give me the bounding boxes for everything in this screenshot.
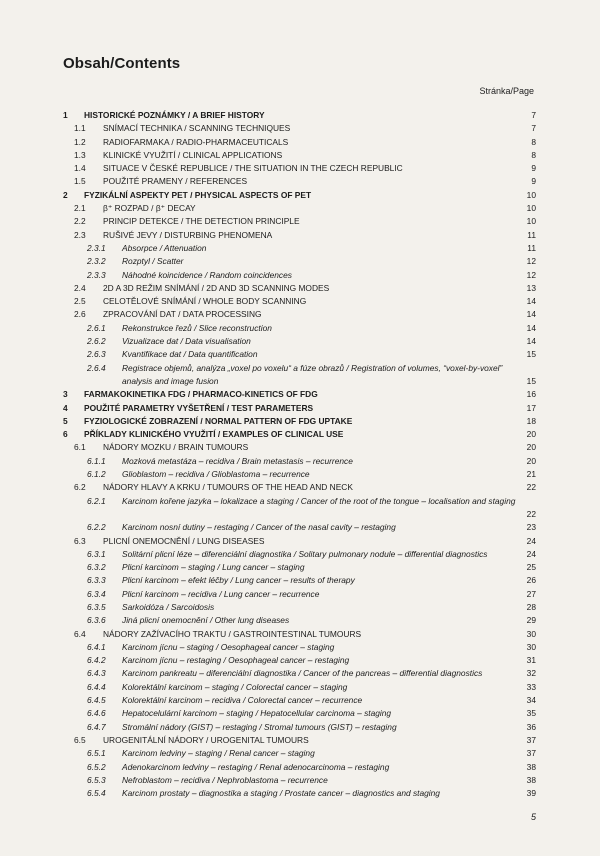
toc-entry — [0, 548, 600, 561]
toc-entry-page: 13 — [526, 282, 536, 293]
toc-entry-title: 2D A 3D REŽIM SNÍMÁNÍ / 2D AND 3D SCANNING MODES — [103, 282, 330, 293]
toc-entry-title: CELOTĚLOVÉ SNÍMÁNÍ / WHOLE BODY SCANNING — [103, 296, 307, 307]
toc-entry-title: β⁺ ROZPAD / β⁺ DECAY — [103, 203, 196, 214]
toc-entry-number: 6.5.4 — [87, 788, 106, 799]
toc-entry-title: Sarkoidóza / Sarcoidosis — [122, 601, 215, 612]
toc-entry-title: FYZIKÁLNÍ ASPEKTY PET / PHYSICAL ASPECTS OF PET — [84, 189, 312, 200]
page-title: Obsah/Contents — [63, 55, 181, 72]
toc-entry — [0, 242, 600, 255]
toc-entry-number: 6.3 — [74, 535, 86, 546]
toc-entry-title: Karcinom jícnu – staging / Oesophageal cancer – staging — [122, 641, 335, 652]
toc-entry-title: NÁDORY ZAŽÍVACÍHO TRAKTU / GASTROINTESTINAL TUMOURS — [103, 628, 362, 639]
toc-entry-page: 38 — [526, 761, 536, 772]
toc-entry-number: 6.4.2 — [87, 655, 106, 666]
toc-entry — [0, 614, 600, 627]
toc-entry-page: 14 — [526, 309, 536, 320]
toc-entry-title: FYZIOLOGICKÉ ZOBRAZENÍ / NORMAL PATTERN OF FDG UPTAKE — [84, 415, 353, 426]
toc-entry — [0, 747, 600, 760]
toc-entry-title: NÁDORY HLAVY A KRKU / TUMOURS OF THE HEAD AND NECK — [103, 482, 353, 493]
toc-entry — [0, 388, 600, 401]
toc-entry-page: 8 — [531, 136, 536, 147]
toc-entry-number: 2.3.2 — [87, 256, 106, 267]
toc-entry-title: PLICNÍ ONEMOCNĚNÍ / LUNG DISEASES — [103, 535, 265, 546]
toc-entry-page: 34 — [526, 695, 536, 706]
toc-entry — [0, 162, 600, 175]
toc-entry-page: 18 — [526, 415, 536, 426]
toc-entry — [0, 707, 600, 720]
toc-entry-page: 23 — [526, 522, 536, 533]
toc-entry-page: 35 — [526, 708, 536, 719]
toc-entry-number: 6.5.3 — [87, 774, 106, 785]
toc-entry-number: 6.4.3 — [87, 668, 106, 679]
toc-entry-title: Glioblastom – recidiva / Glioblastoma – recurrence — [122, 469, 310, 480]
toc-entry-page: 22 — [526, 508, 536, 519]
toc-entry-title: Jiná plicní onemocnění / Other lung diseases — [122, 615, 290, 626]
toc-entry-page: 7 — [531, 123, 536, 134]
toc-entry — [0, 202, 600, 215]
toc-entry-page: 30 — [526, 641, 536, 652]
toc-entry — [0, 721, 600, 734]
toc-entry — [0, 787, 600, 800]
toc-entry-title: Kolorektální karcinom – recidiva / Colorectal cancer – recurrence — [122, 695, 363, 706]
toc-entry-number: 3 — [63, 389, 68, 400]
toc-entry — [0, 189, 600, 202]
toc-entry-number: 1.5 — [74, 176, 86, 187]
toc-entry-number: 6.4.4 — [87, 681, 106, 692]
toc-entry-page: 20 — [526, 455, 536, 466]
toc-entry-number: 6.4.1 — [87, 641, 106, 652]
toc-entry-page: 9 — [531, 176, 536, 187]
toc-entry-number: 6.3.6 — [87, 615, 106, 626]
toc-entry-title: RADIOFARMAKA / RADIO-PHARMACEUTICALS — [103, 136, 289, 147]
toc-entry-number: 2.6.1 — [87, 322, 106, 333]
toc-entry — [0, 535, 600, 548]
toc-entry-number: 6.2.2 — [87, 522, 106, 533]
toc-entry-page: 38 — [526, 774, 536, 785]
page-column-header: Stránka/Page — [479, 86, 534, 96]
toc-entry — [0, 468, 600, 481]
toc-entry-number: 6.5 — [74, 734, 86, 745]
toc-entry — [0, 654, 600, 667]
toc-entry-number: 6 — [63, 429, 68, 440]
toc-entry-number: 2.6 — [74, 309, 86, 320]
toc-entry-page: 15 — [526, 349, 536, 360]
toc-entry — [0, 628, 600, 641]
toc-entry — [0, 481, 600, 494]
toc-entry-page: 24 — [526, 548, 536, 559]
toc-entry-number: 2.3 — [74, 229, 86, 240]
toc-entry-page: 7 — [531, 110, 536, 120]
toc-entry-title: PRINCIP DETEKCE / THE DETECTION PRINCIPLE — [103, 216, 300, 227]
toc-entry — [0, 428, 600, 441]
toc-entry-number: 1.3 — [74, 149, 86, 160]
toc-entry — [0, 122, 600, 135]
toc-entry-page: 39 — [526, 788, 536, 799]
toc-entry-title: RUŠIVÉ JEVY / DISTURBING PHENOMENA — [103, 229, 273, 240]
toc-entry-number: 6.5.2 — [87, 761, 106, 772]
toc-entry-number: 6.4 — [74, 628, 86, 639]
toc-entry-page: 8 — [531, 149, 536, 160]
toc-entry-number: 6.3.2 — [87, 562, 106, 573]
toc-entry-number: 2.6.3 — [87, 349, 106, 360]
toc-entry-number: 6.1.1 — [87, 455, 106, 466]
toc-entry-number: 2.3.1 — [87, 242, 106, 253]
toc-entry-number: 6.3.5 — [87, 601, 106, 612]
toc-entry-page: 27 — [526, 588, 536, 599]
toc-entry — [0, 641, 600, 654]
toc-entry-number: 6.4.5 — [87, 695, 106, 706]
toc-entry-page: 10 — [526, 216, 536, 227]
toc-entry-title: Karcinom nosní dutiny – restaging / Cancer of the nasal cavity – restaging — [122, 522, 396, 533]
toc-entry-number: 6.2.1 — [87, 495, 106, 506]
toc-entry-number: 6.4.6 — [87, 708, 106, 719]
toc-entry-page: 21 — [526, 469, 536, 480]
toc-entry-title: Náhodné koincidence / Random coincidences — [122, 269, 292, 280]
toc-entry-page: 36 — [526, 721, 536, 732]
toc-entry-title: Plicní karcinom – staging / Lung cancer – staging — [122, 562, 305, 573]
toc-entry-number: 2 — [63, 189, 68, 200]
toc-entry — [0, 495, 600, 522]
toc-entry-title: KLINICKÉ VYUŽITÍ / CLINICAL APPLICATIONS — [103, 149, 283, 160]
toc-entry-number: 6.3.1 — [87, 548, 106, 559]
toc-entry — [0, 282, 600, 295]
toc-entry-page: 11 — [527, 242, 536, 253]
toc-entry — [0, 734, 600, 747]
toc-entry-number: 6.5.1 — [87, 748, 106, 759]
toc-entry-number: 5 — [63, 415, 68, 426]
toc-entry-title: Karcinom jícnu – restaging / Oesophageal cancer – restaging — [122, 655, 350, 666]
toc-entry — [0, 255, 600, 268]
toc-entry-title: Mozková metastáza – recidiva / Brain metastasis – recurrence — [122, 455, 353, 466]
toc-entry-page: 14 — [526, 322, 536, 333]
toc-entry — [0, 681, 600, 694]
toc-entry — [0, 149, 600, 162]
toc-entry — [0, 136, 600, 149]
toc-entry-page: 30 — [526, 628, 536, 639]
toc-entry-title: Karcinom prostaty – diagnostika a staging / Prostate cancer – diagnostics and staging — [122, 788, 440, 799]
toc-entry-number: 6.1.2 — [87, 469, 106, 480]
toc-entry — [0, 561, 600, 574]
toc-entry-title: Plicní karcinom – efekt léčby / Lung cancer – results of therapy — [122, 575, 355, 586]
toc-entry-page: 22 — [526, 482, 536, 493]
toc-entry-title: POUŽITÉ PRAMENY / REFERENCES — [103, 176, 248, 187]
toc-entry-title: Adenokarcinom ledviny – restaging / Renal adenocarcinoma – restaging — [122, 761, 390, 772]
toc-entry — [0, 667, 600, 680]
toc-entry-number: 2.1 — [74, 203, 86, 214]
toc-entry-page: 10 — [526, 203, 536, 214]
toc-entry-page: 20 — [526, 442, 536, 453]
toc-entry — [0, 521, 600, 534]
toc-entry-number: 6.3.4 — [87, 588, 106, 599]
toc-entry-title: Karcinom ledviny – staging / Renal cancer – staging — [122, 748, 315, 759]
toc-entry-number: 6.4.7 — [87, 721, 106, 732]
toc-entry-page: 11 — [527, 229, 536, 240]
toc-entry-number: 6.1 — [74, 442, 86, 453]
toc-entry-page: 16 — [526, 389, 536, 400]
toc-entry-number: 4 — [63, 402, 68, 413]
toc-entry-title: Kvantifikace dat / Data quantification — [122, 349, 258, 360]
toc-entry — [0, 269, 600, 282]
toc-entry — [0, 215, 600, 228]
toc-entry — [0, 109, 600, 122]
toc-entry-number: 6.2 — [74, 482, 86, 493]
toc-entry-title: Karcinom kořene jazyka – lokalizace a staging / Cancer of the root of the tongue – localisation and staging — [122, 495, 516, 506]
table-of-contents — [0, 109, 600, 800]
toc-entry-page: 37 — [526, 748, 536, 759]
toc-entry-page: 26 — [526, 575, 536, 586]
toc-entry — [0, 322, 600, 335]
toc-entry-title: SNÍMACÍ TECHNIKA / SCANNING TECHNIQUES — [103, 123, 291, 134]
toc-entry-title: Kolorektální karcinom – staging / Colorectal cancer – staging — [122, 681, 348, 692]
toc-entry-page: 10 — [526, 189, 536, 200]
toc-entry-number: 1.2 — [74, 136, 86, 147]
toc-entry — [0, 229, 600, 242]
toc-entry — [0, 348, 600, 361]
toc-entry-page: 25 — [526, 562, 536, 573]
toc-entry — [0, 588, 600, 601]
toc-entry — [0, 455, 600, 468]
toc-entry-title: Registrace objemů, analýza „voxel po voxelu“ a fúze obrazů / Registration of volumes, “voxel-by-voxel” analysis and image fusion — [122, 362, 503, 386]
toc-entry-title: UROGENITÁLNÍ NÁDORY / UROGENITAL TUMOURS — [103, 734, 309, 745]
toc-entry-title: FARMAKOKINETIKA FDG / PHARMACO-KINETICS OF FDG — [84, 389, 318, 400]
toc-entry — [0, 308, 600, 321]
toc-entry — [0, 362, 600, 389]
toc-entry-number: 6.3.3 — [87, 575, 106, 586]
toc-entry-page: 28 — [526, 601, 536, 612]
toc-entry-page: 14 — [526, 336, 536, 347]
toc-entry — [0, 295, 600, 308]
toc-entry — [0, 761, 600, 774]
toc-entry-number: 1 — [63, 110, 68, 120]
toc-entry — [0, 574, 600, 587]
toc-entry-title: Solitární plicní léze – diferenciální diagnostika / Solitary pulmonary nodule – differential diagnostics — [122, 548, 488, 559]
toc-entry-title: Nefroblastom – recidiva / Nephroblastoma – recurrence — [122, 774, 328, 785]
toc-entry-number: 1.4 — [74, 163, 86, 174]
toc-entry-page: 31 — [526, 655, 536, 666]
toc-entry — [0, 402, 600, 415]
toc-entry-number: 2.6.4 — [87, 362, 106, 373]
toc-entry-page: 29 — [526, 615, 536, 626]
toc-entry — [0, 774, 600, 787]
toc-entry-page: 14 — [526, 296, 536, 307]
toc-entry — [0, 415, 600, 428]
toc-entry-page: 12 — [526, 269, 536, 280]
toc-entry — [0, 601, 600, 614]
toc-entry-title: HISTORICKÉ POZNÁMKY / A BRIEF HISTORY — [84, 110, 265, 120]
toc-entry-title: Hepatocelulární karcinom – staging / Hepatocellular carcinoma – staging — [122, 708, 392, 719]
toc-entry-number: 2.5 — [74, 296, 86, 307]
toc-entry-title: SITUACE V ČESKÉ REPUBLICE / THE SITUATION IN THE CZECH REPUBLIC — [103, 163, 403, 174]
toc-entry-number: 2.3.3 — [87, 269, 106, 280]
page-number: 5 — [530, 812, 536, 822]
toc-entry-title: Karcinom pankreatu – diferenciální diagnostika / Cancer of the pancreas – differential diagnostics — [122, 668, 483, 679]
toc-entry-title: ZPRACOVÁNÍ DAT / DATA PROCESSING — [103, 309, 262, 320]
toc-entry-title: Stromální nádory (GIST) – restaging / Stromal tumours (GIST) – restaging — [122, 721, 397, 732]
toc-entry-page: 15 — [526, 375, 536, 386]
toc-entry-number: 2.2 — [74, 216, 86, 227]
toc-entry-title: POUŽITÉ PARAMETRY VYŠETŘENÍ / TEST PARAMETERS — [84, 402, 314, 413]
toc-entry-number: 1.1 — [74, 123, 86, 134]
toc-entry — [0, 335, 600, 348]
toc-entry-title: Plicní karcinom – recidiva / Lung cancer – recurrence — [122, 588, 320, 599]
toc-entry-page: 33 — [526, 681, 536, 692]
toc-entry-title: Vizualizace dat / Data visualisation — [122, 336, 251, 347]
toc-entry-page: 9 — [531, 163, 536, 174]
toc-entry-page: 32 — [526, 668, 536, 679]
toc-entry — [0, 441, 600, 454]
toc-entry-title: Rozptyl / Scatter — [122, 256, 184, 267]
toc-entry-page: 17 — [526, 402, 536, 413]
toc-entry-page: 12 — [526, 256, 536, 267]
toc-entry-page: 24 — [526, 535, 536, 546]
toc-entry-title: PŘÍKLADY KLINICKÉHO VYUŽITÍ / EXAMPLES OF CLINICAL USE — [84, 429, 344, 440]
toc-entry — [0, 694, 600, 707]
toc-entry-page: 20 — [526, 429, 536, 440]
toc-entry-number: 2.6.2 — [87, 336, 106, 347]
toc-entry-number: 2.4 — [74, 282, 86, 293]
toc-entry-page: 37 — [526, 734, 536, 745]
toc-entry-title: NÁDORY MOZKU / BRAIN TUMOURS — [103, 442, 249, 453]
toc-entry-title: Rekonstrukce řezů / Slice reconstruction — [122, 322, 272, 333]
toc-entry — [0, 175, 600, 188]
toc-entry-title: Absorpce / Attenuation — [122, 242, 207, 253]
